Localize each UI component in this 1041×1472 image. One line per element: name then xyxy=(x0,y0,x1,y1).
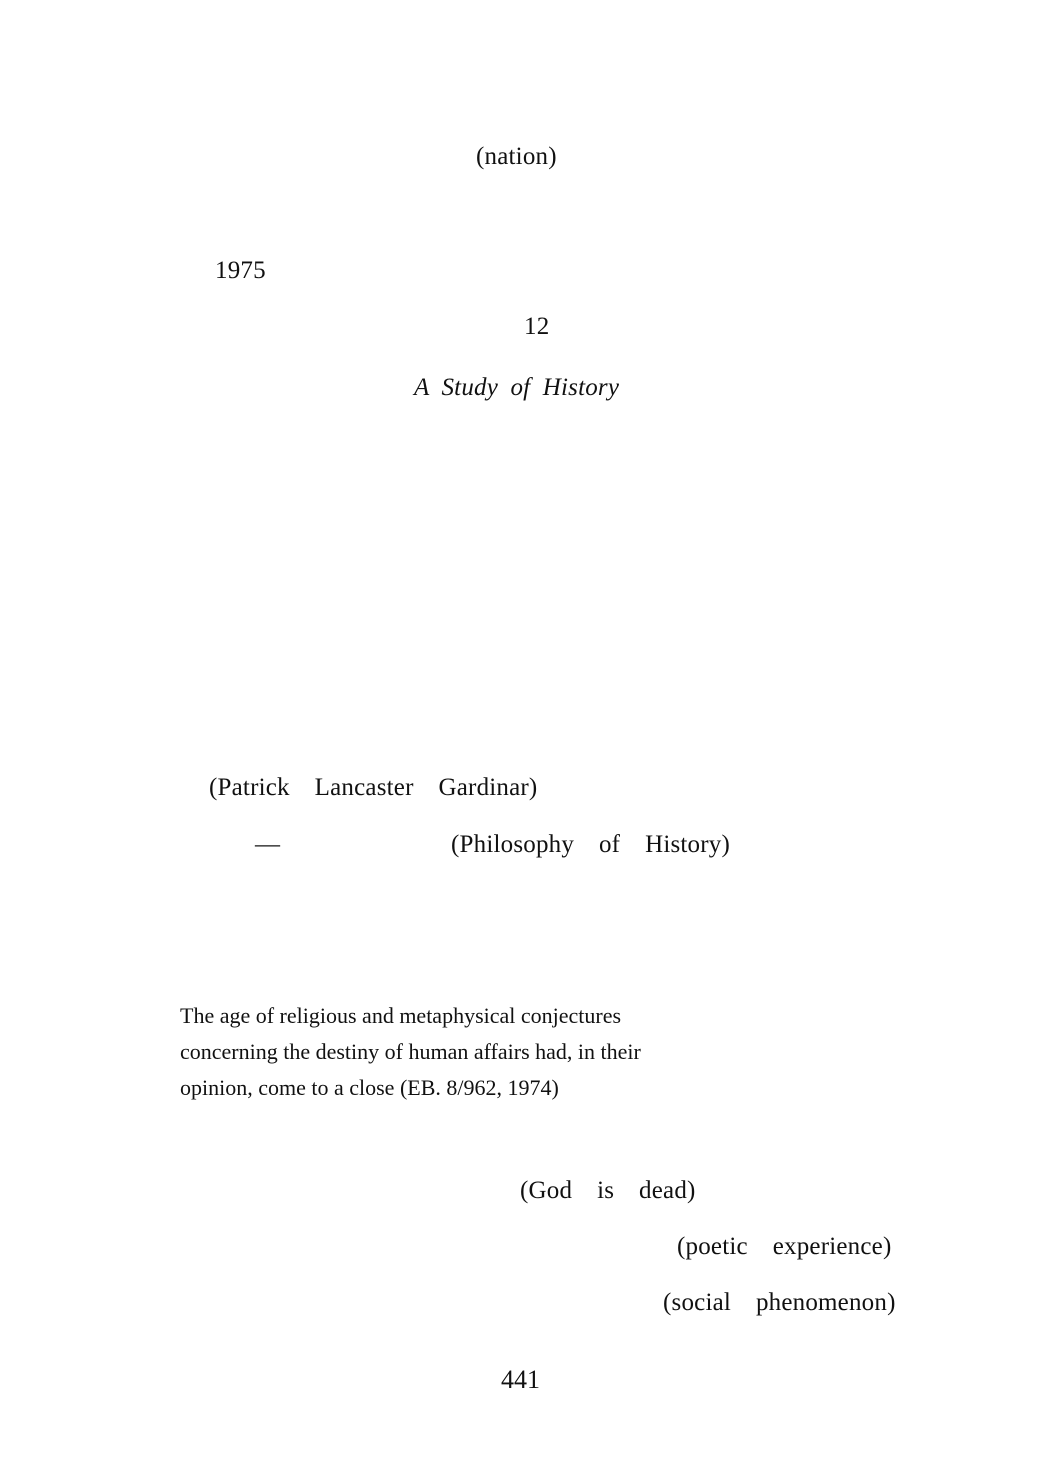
page-number: 441 xyxy=(501,1365,540,1394)
term-god-is-dead: (God is dead) xyxy=(520,1177,696,1204)
quote-line: concerning the destiny of human affairs had, in their xyxy=(180,1039,641,1064)
name-gardinar: (Patrick Lancaster Gardinar) xyxy=(209,774,538,801)
term-nation: (nation) xyxy=(476,143,557,170)
em-dash: — xyxy=(255,831,281,858)
number-12: 12 xyxy=(524,313,550,340)
english-quotation xyxy=(180,998,800,1106)
term-philosophy-of-history: (Philosophy of History) xyxy=(451,831,730,858)
quote-line: The age of religious and metaphysical conjectures xyxy=(180,1003,622,1028)
term-poetic-experience: (poetic experience) xyxy=(677,1233,892,1260)
book-title: A Study of History xyxy=(414,374,620,401)
term-social-phenomenon: (social phenomenon) xyxy=(663,1289,896,1316)
quote-line: opinion, come to a close (EB. 8/962, 1974) xyxy=(180,1075,559,1100)
year-1975: 1975 xyxy=(215,257,266,284)
